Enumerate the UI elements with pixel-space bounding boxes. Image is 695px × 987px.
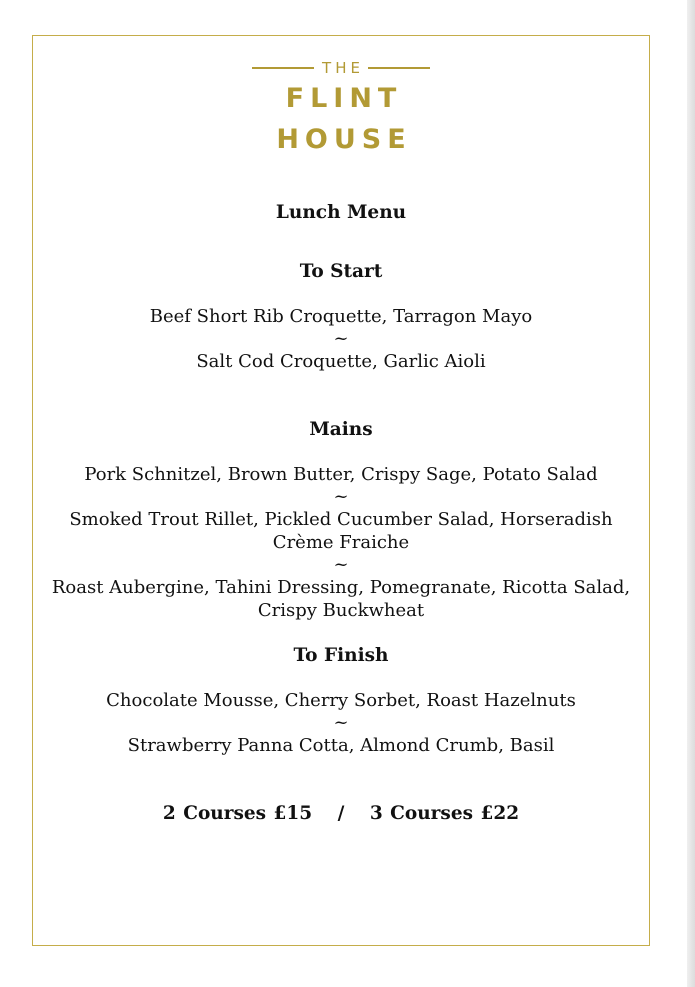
page-edge — [687, 0, 695, 987]
menu-item: Roast Aubergine, Tahini Dressing, Pomegranate, Ricotta Salad, — [51, 577, 631, 598]
menu-title: Lunch Menu — [275, 202, 407, 223]
logo-the-row — [33, 58, 649, 78]
menu-item-continued: Crème Fraiche — [272, 532, 410, 553]
item-separator: ~ — [333, 712, 349, 733]
pricing-line — [33, 802, 649, 825]
logo-rule-right — [368, 67, 430, 69]
flint-house-logo — [33, 58, 649, 159]
logo-rule-left — [252, 67, 314, 69]
menu-frame — [32, 35, 650, 946]
menu-content — [33, 201, 649, 825]
section-heading-mains: Mains — [309, 419, 373, 440]
item-separator: ~ — [333, 328, 349, 349]
price-two-courses: 2 Courses £15 — [162, 803, 313, 824]
menu-item: Beef Short Rib Croquette, Tarragon Mayo — [149, 306, 533, 327]
menu-item: Strawberry Panna Cotta, Almond Crumb, Basil — [127, 735, 555, 756]
price-three-courses: 3 Courses £22 — [369, 803, 520, 824]
menu-item: Chocolate Mousse, Cherry Sorbet, Roast Hazelnuts — [106, 690, 576, 711]
item-separator: ~ — [333, 486, 349, 507]
menu-item: Smoked Trout Rillet, Pickled Cucumber Salad, Horseradish — [69, 509, 613, 530]
menu-item: Salt Cod Croquette, Garlic Aioli — [196, 351, 486, 372]
item-separator: ~ — [333, 554, 349, 575]
logo-the-text: THE — [322, 59, 364, 77]
menu-item-continued: Crispy Buckwheat — [257, 600, 425, 621]
price-divider: / — [337, 803, 345, 824]
menu-item: Pork Schnitzel, Brown Butter, Crispy Sage, Potato Salad — [84, 464, 598, 485]
logo-house-text: HOUSE — [276, 124, 412, 155]
logo-flint-text: FLINT — [285, 83, 403, 114]
section-heading-to-finish: To Finish — [293, 645, 389, 666]
section-heading-to-start: To Start — [299, 261, 383, 282]
